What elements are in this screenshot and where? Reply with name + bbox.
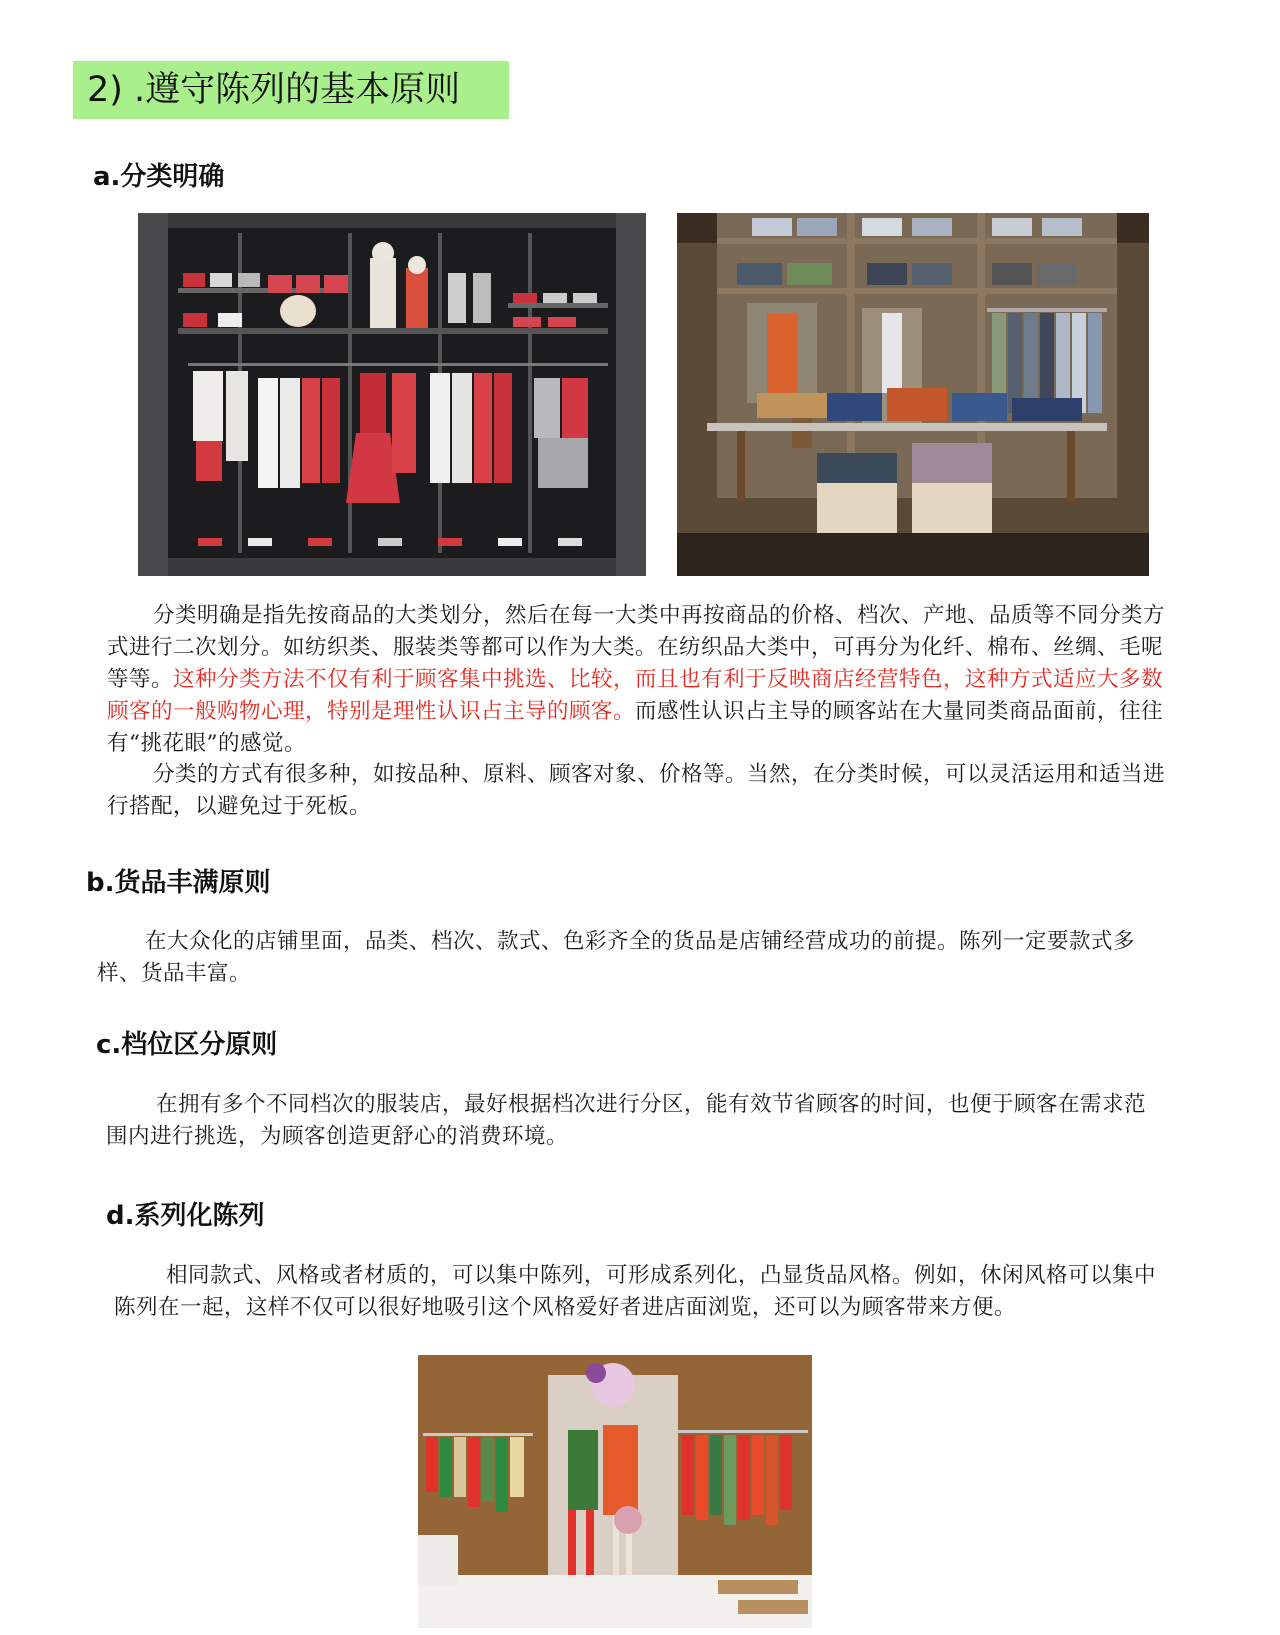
store-photo-mens-shelves	[677, 213, 1149, 576]
section-b-heading: b.货品丰满原则	[86, 868, 271, 898]
store-photo-series-display	[418, 1355, 812, 1628]
section-a-tail-text: 而感性认识占主导的顾客站在大量同类商品面前，往往有“挑花眼”的感觉。	[107, 699, 1164, 756]
section-a-heading: a.分类明确	[93, 162, 225, 192]
store-photo-kids-wall	[138, 213, 646, 576]
section-d-paragraph	[114, 1260, 1169, 1324]
section-a-text: 分类明确是指先按商品的大类划分，然后在每一大类中再按商品的价格、档次、产地、品质等不同分类方式进行二次划分。如纺织类、服装类等都可以作为大类。在纺织品大类中，可再分为化纤、棉布、丝绸、毛呢等等。	[107, 603, 1166, 692]
section-a-paragraph-1	[107, 600, 1165, 760]
section-c-text: 在拥有多个不同档次的服装店，最好根据档次进行分区，能有效节省顾客的时间，也便于顾客在需求范围内进行挑选，为顾客创造更舒心的消费环境。	[106, 1092, 1147, 1149]
section-a-p2-text: 分类的方式有很多种，如按品种、原料、顾客对象、价格等。当然，在分类时候，可以灵活运用和适当进行搭配，以避免过于死板。	[107, 762, 1166, 819]
page-title: 2) .遵守陈列的基本原则	[73, 61, 509, 119]
section-c-paragraph	[106, 1089, 1164, 1153]
section-b-paragraph	[97, 926, 1152, 990]
section-c-heading: c.档位区分原则	[96, 1030, 278, 1060]
section-d-text: 相同款式、风格或者材质的，可以集中陈列，可形成系列化，凸显货品风格。例如，休闲风格可以集中陈列在一起，这样不仅可以很好地吸引这个风格爱好者进店面浏览，还可以为顾客带来方便。	[114, 1263, 1157, 1320]
section-d-heading: d.系列化陈列	[106, 1201, 265, 1231]
section-b-text: 在大众化的店铺里面，品类、档次、款式、色彩齐全的货品是店铺经营成功的前提。陈列一定要款式多样、货品丰富。	[97, 929, 1136, 986]
section-a-paragraph-2	[107, 759, 1165, 823]
section-a-highlight-text: 这种分类方法不仅有利于顾客集中挑选、比较，而且也有利于反映商店经营特色，这种方式适应大多数顾客的一般购物心理，特别是理性认识占主导的顾客。	[107, 667, 1164, 724]
